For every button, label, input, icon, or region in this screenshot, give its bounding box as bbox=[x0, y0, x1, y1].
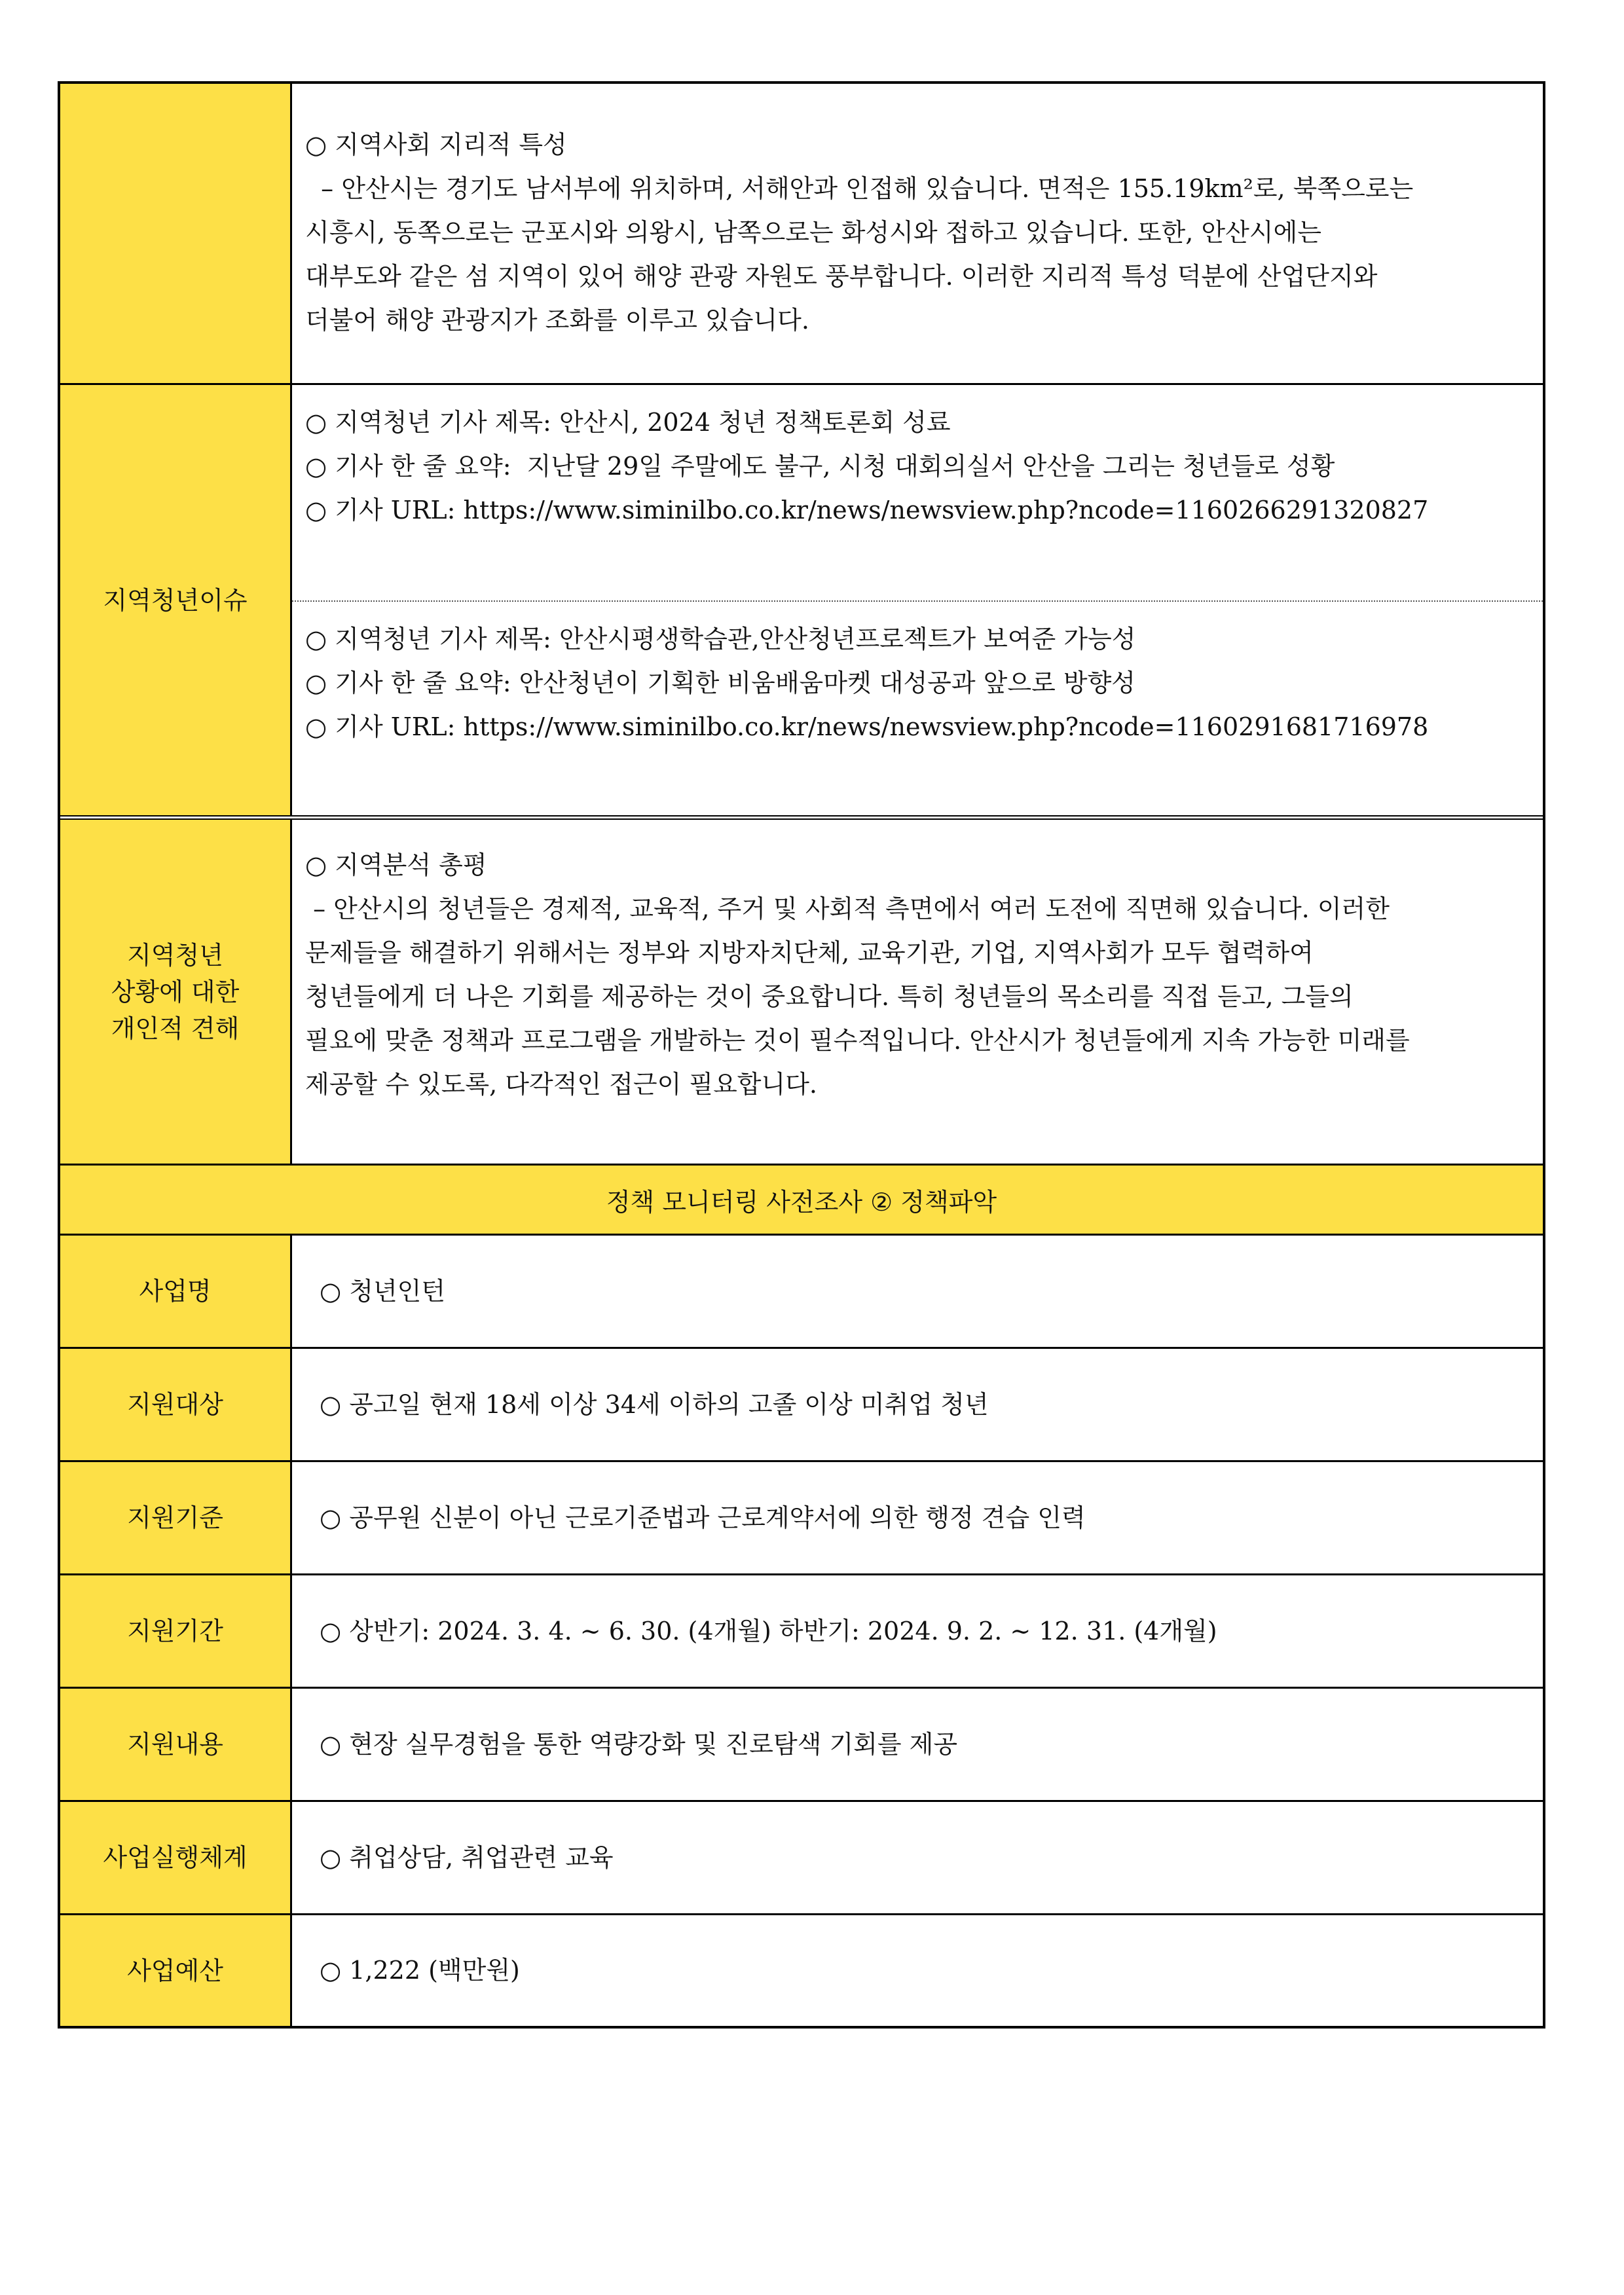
personal-view-label: 지역청년 상황에 대한 개인적 견해 bbox=[60, 820, 292, 1164]
policy-label: 사업명 bbox=[60, 1236, 292, 1347]
policy-label: 사업실행체계 bbox=[60, 1802, 292, 1913]
personal-view-line: – 안산시의 청년들은 경제적, 교육적, 주거 및 사회적 측면에서 여러 도전에 직면해 있습니다. 이러한 bbox=[305, 894, 1390, 923]
policy-value: ○ 공무원 신분이 아닌 근로기준법과 근로계약서에 의한 행정 견습 인력 bbox=[320, 1503, 1086, 1532]
region-geography-content bbox=[292, 84, 1543, 383]
region-geography-line: 더불어 해양 관광지가 조화를 이루고 있습니다. bbox=[305, 306, 809, 335]
youth-issue-content bbox=[292, 385, 1543, 815]
policy-document-table bbox=[58, 81, 1545, 2029]
youth-issue-row bbox=[60, 385, 1543, 820]
personal-view-line: ○ 지역분석 총평 bbox=[305, 851, 487, 879]
policy-value: ○ 청년인턴 bbox=[320, 1276, 446, 1306]
policy-row-period bbox=[60, 1575, 1543, 1689]
policy-row-budget bbox=[60, 1915, 1543, 2029]
youth-issue-label: 지역청년이슈 bbox=[60, 385, 292, 815]
policy-row-content bbox=[60, 1689, 1543, 1802]
youth-article-1 bbox=[292, 385, 1543, 602]
region-geography-line: – 안산시는 경기도 남서부에 위치하며, 서해안과 인접해 있습니다. 면적은 155.19km²로, 북쪽으로는 bbox=[305, 174, 1414, 203]
policy-label: 지원기간 bbox=[60, 1575, 292, 1687]
policy-monitoring-banner: 정책 모니터링 사전조사 ② 정책파악 bbox=[60, 1166, 1543, 1236]
policy-value: ○ 공고일 현재 18세 이상 34세 이하의 고졸 이상 미취업 청년 bbox=[320, 1389, 989, 1419]
region-geography-line: ○ 지역사회 지리적 특성 bbox=[305, 130, 567, 159]
policy-row-business-name bbox=[60, 1236, 1543, 1349]
policy-label: 지원기준 bbox=[60, 1462, 292, 1573]
policy-value: ○ 취업상담, 취업관련 교육 bbox=[320, 1843, 614, 1872]
personal-view-line: 문제들을 해결하기 위해서는 정부와 지방자치단체, 교육기관, 기업, 지역사회가 모두 협력하여 bbox=[305, 938, 1314, 967]
policy-value: ○ 상반기: 2024. 3. 4. ~ 6. 30. (4개월) 하반기: 2024. 9. 2. ∼ 12. 31. (4개월) bbox=[320, 1616, 1217, 1645]
article-title: ○ 지역청년 기사 제목: 안산시평생학습관,안산청년프로젝트가 보여준 가능성 bbox=[305, 625, 1136, 653]
policy-value: ○ 1,222 (백만원) bbox=[320, 1956, 520, 1985]
youth-article-2 bbox=[292, 602, 1543, 815]
policy-label: 지원내용 bbox=[60, 1689, 292, 1800]
personal-view-content bbox=[292, 820, 1543, 1164]
article-summary: ○ 기사 한 줄 요약: 지난달 29일 주말에도 불구, 시청 대회의실서 안산을 그리는 청년들로 성황 bbox=[305, 452, 1335, 481]
region-geography-label-cell bbox=[60, 84, 292, 383]
personal-view-line: 청년들에게 더 나은 기회를 제공하는 것이 중요합니다. 특히 청년들의 목소리를 직접 듣고, 그들의 bbox=[305, 982, 1354, 1011]
region-geography-line: 시흥시, 동쪽으로는 군포시와 의왕시, 남쪽으로는 화성시와 접하고 있습니다. 또한, 안산시에는 bbox=[305, 218, 1321, 247]
policy-row-criteria bbox=[60, 1462, 1543, 1575]
policy-label: 사업예산 bbox=[60, 1915, 292, 2026]
article-url: ○ 기사 URL: https://www.siminilbo.co.kr/news/newsview.php?ncode=1160266291320827 bbox=[305, 496, 1429, 524]
article-summary: ○ 기사 한 줄 요약: 안산청년이 기획한 비움배움마켓 대성공과 앞으로 방향성 bbox=[305, 669, 1135, 697]
region-geography-line: 대부도와 같은 섬 지역이 있어 해양 관광 자원도 풍부합니다. 이러한 지리적 특성 덕분에 산업단지와 bbox=[305, 262, 1378, 291]
personal-view-line: 제공할 수 있도록, 다각적인 접근이 필요합니다. bbox=[305, 1070, 818, 1099]
policy-row-target bbox=[60, 1349, 1543, 1462]
policy-value: ○ 현장 실무경험을 통한 역량강화 및 진로탐색 기회를 제공 bbox=[320, 1729, 958, 1759]
region-geography-row bbox=[60, 84, 1543, 385]
policy-label: 지원대상 bbox=[60, 1349, 292, 1460]
policy-row-execution bbox=[60, 1802, 1543, 1915]
article-title: ○ 지역청년 기사 제목: 안산시, 2024 청년 정책토론회 성료 bbox=[305, 408, 951, 437]
article-url: ○ 기사 URL: https://www.siminilbo.co.kr/news/newsview.php?ncode=1160291681716978 bbox=[305, 712, 1429, 741]
personal-view-row bbox=[60, 820, 1543, 1166]
personal-view-line: 필요에 맞춘 정책과 프로그램을 개발하는 것이 필수적입니다. 안산시가 청년들에게 지속 가능한 미래를 bbox=[305, 1026, 1410, 1055]
